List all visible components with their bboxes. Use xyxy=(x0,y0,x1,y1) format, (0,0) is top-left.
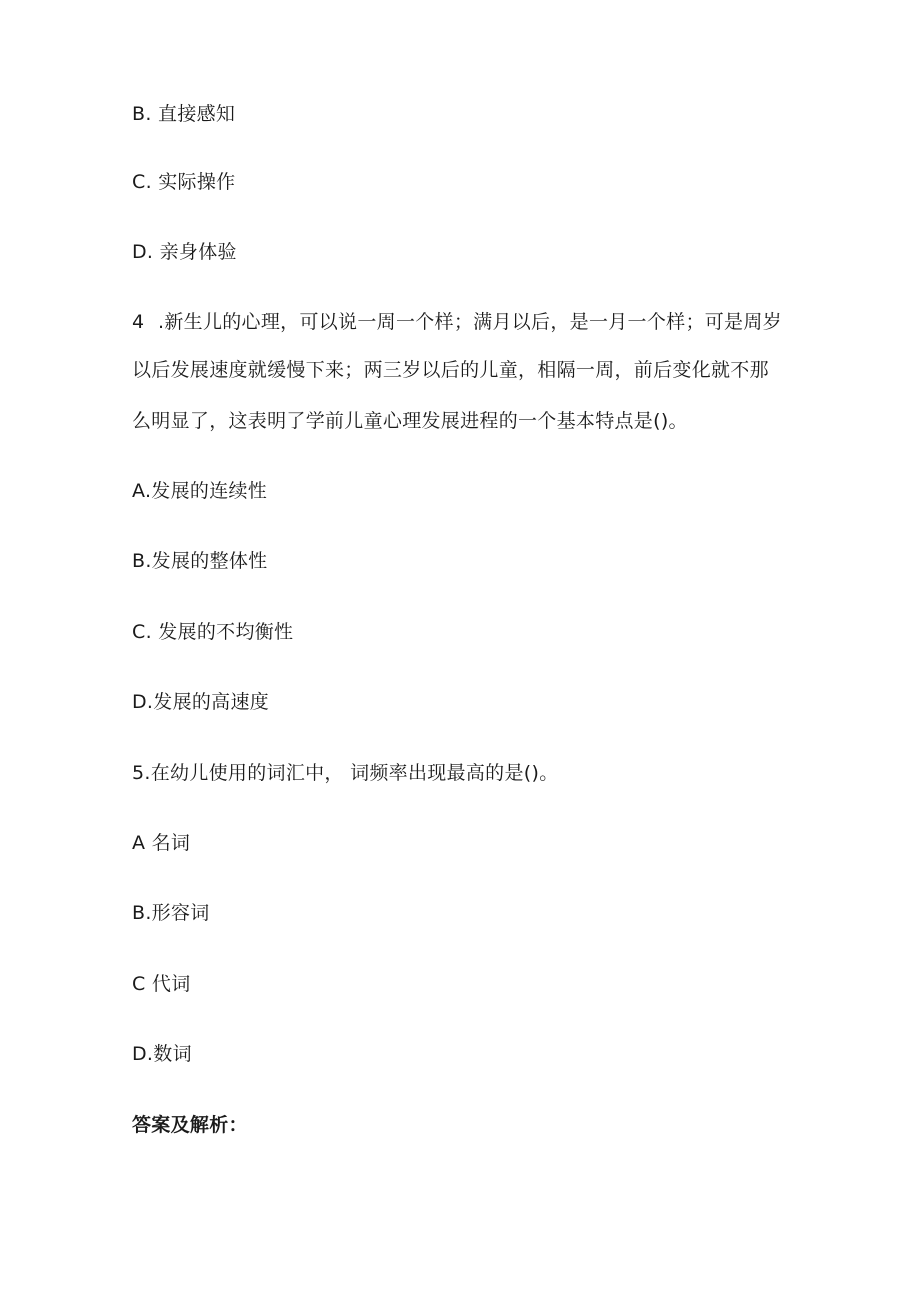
q4-option-c: C. 发展的不均衡性 xyxy=(132,621,294,643)
q4-option-d: D.发展的高速度 xyxy=(132,691,270,713)
q5-option-a: A 名词 xyxy=(132,832,191,854)
q4-line-2: 以后发展速度就缓慢下来；两三岁以后的儿童，相隔一周，前后变化就不那 xyxy=(132,359,769,381)
q5-question: 5.在幼儿使用的词汇中， 词频率出现最高的是()。 xyxy=(132,762,559,784)
q4-line-1 xyxy=(132,310,782,334)
q5-option-c: C 代词 xyxy=(132,973,191,995)
q4-option-a: A.发展的连续性 xyxy=(132,480,268,502)
q5-option-d: D.数词 xyxy=(132,1043,192,1065)
q4-option-b: B.发展的整体性 xyxy=(132,550,268,572)
q3-option-d: D. 亲身体验 xyxy=(132,241,237,263)
q4-text-line-1: .新生儿的心理，可以说一周一个样；满月以后，是一月一个样；可是周岁 xyxy=(158,311,782,333)
q3-option-b: B. 直接感知 xyxy=(132,103,236,125)
answer-heading: 答案及解析： xyxy=(132,1114,248,1136)
q4-number: 4 xyxy=(132,311,145,333)
q5-option-b: B.形容词 xyxy=(132,902,210,924)
q3-option-c: C. 实际操作 xyxy=(132,171,236,193)
q4-line-3: 么明显了，这表明了学前儿童心理发展进程的一个基本特点是()。 xyxy=(132,410,688,432)
